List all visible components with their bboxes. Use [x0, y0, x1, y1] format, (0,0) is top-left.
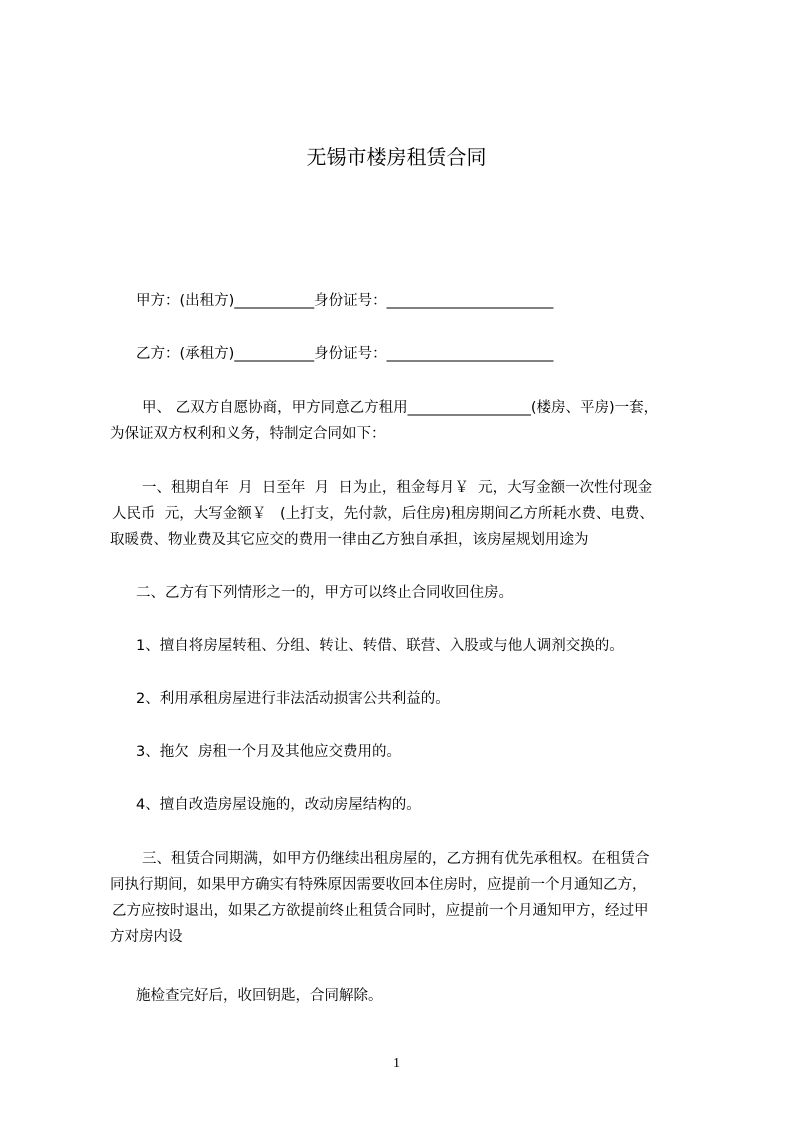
text-line: 3、拖欠 房租一个月及其他应交费用的。: [136, 744, 401, 760]
text-line: 方对房内设: [110, 929, 183, 945]
text-line: 2、利用承租房屋进行非法活动损害公共利益的。: [136, 691, 450, 707]
text-line: 乙方：(承租方)___________身份证号：_______________________: [136, 346, 554, 362]
text-line: 为保证双方权利和义务，特制定合同如下：: [110, 426, 386, 442]
text-line: 乙方应按时退出，如果乙方欲提前终止租赁合同时，应提前一个月通知甲方，经过甲: [112, 903, 649, 919]
text-line: 人民币 元，大写金额￥ (上打支，先付款，后住房)租房期间乙方所耗水费、电费、: [112, 506, 654, 522]
text-line: 4、擅自改造房屋设施的，改动房屋结构的。: [136, 797, 421, 813]
text-line: 1、擅自将房屋转租、分组、转让、转借、联营、入股或与他人调剂交换的。: [136, 638, 624, 654]
text-line: 二、乙方有下列情形之一的，甲方可以终止合同收回住房。: [136, 585, 513, 601]
text-line: 取暖费、物业费及其它应交的费用一律由乙方独自承担，该房屋规划用途为: [110, 532, 589, 548]
text-line: 施检查完好后，收回钥匙，合同解除。: [136, 988, 383, 1004]
text-line: 三、租赁合同期满，如甲方仍继续出租房屋的，乙方拥有优先承租权。在租赁合: [142, 851, 650, 867]
document-title: 无锡市楼房租赁合同: [306, 145, 487, 169]
text-line: 一、租期自年 月 日至年 月 日为止，租金每月￥ 元，大写金额一次性付现金: [142, 480, 653, 496]
text-line: 甲方：(出租方)___________身份证号：_______________________: [136, 293, 554, 309]
text-line: 同执行期间，如果甲方确实有特殊原因需要收回本住房时，应提前一个月通知乙方，: [110, 877, 647, 893]
page-number: 1: [393, 1056, 400, 1071]
text-line: 甲、 乙双方自愿协商，甲方同意乙方租用_________________(楼房、平房)一套，: [142, 400, 659, 416]
